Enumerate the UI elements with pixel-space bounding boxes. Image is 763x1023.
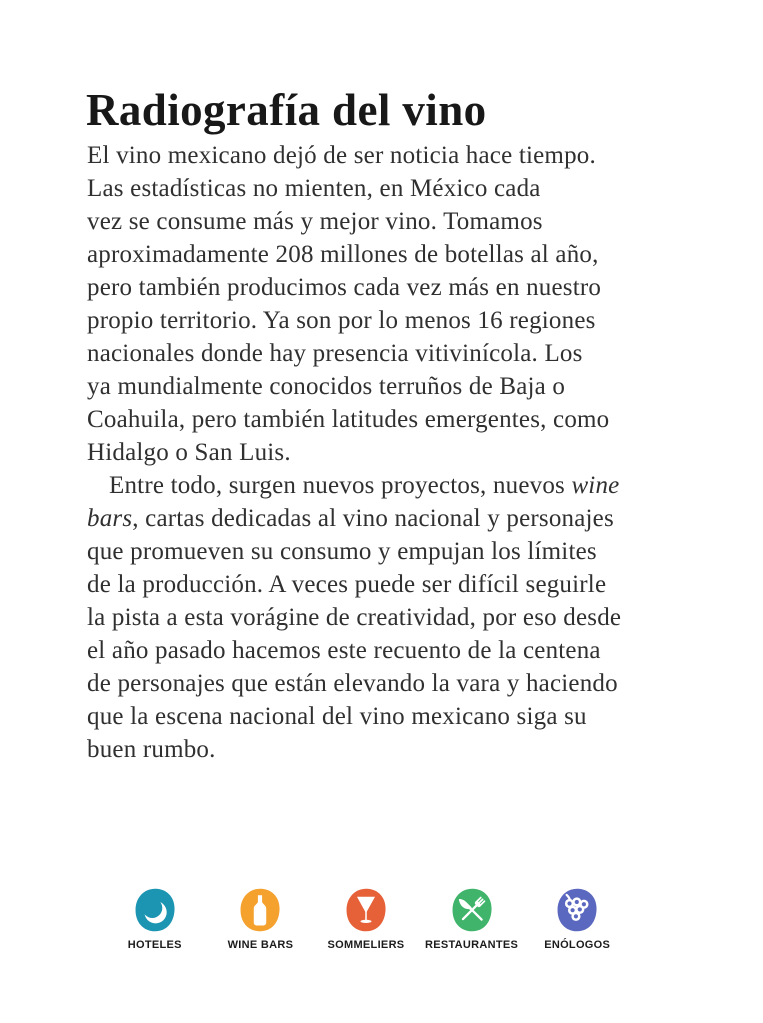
category-icons-row (102, 886, 630, 951)
body-line: pero también producimos cada vez más en nuestro (87, 274, 602, 301)
body-line: bars, cartas dedicadas al vino nacional y personajes (87, 505, 614, 532)
category-en-logos (524, 886, 630, 951)
body-line: el año pasado hacemos este recuento de la centena (87, 637, 601, 664)
body-line: buen rumbo. (87, 736, 216, 763)
category-icon-wrap (449, 886, 495, 934)
wine-bottle-icon (237, 886, 283, 934)
category-restaurantes (419, 886, 525, 951)
category-label: HOTELES (127, 939, 182, 951)
category-icon-wrap (343, 886, 389, 934)
category-icon-wrap (132, 886, 178, 934)
cocktail-glass-icon (343, 886, 389, 934)
body-line: la pista a esta vorágine de creatividad, por eso desde (87, 604, 622, 631)
grapes-icon (554, 886, 600, 934)
body-line: que promueven su consumo y empujan los límites (87, 538, 597, 565)
body-line: nacionales donde hay presencia vitivinícola. Los (87, 340, 583, 367)
body-line: que la escena nacional del vino mexicano siga su (87, 703, 587, 730)
category-label: WINE BARS (227, 939, 294, 951)
body-line: El vino mexicano dejó de ser noticia hace tiempo. (87, 142, 596, 169)
category-sommeliers (313, 886, 419, 951)
category-icon-wrap (554, 886, 600, 934)
body-line: Coahuila, pero también latitudes emergentes, como (87, 406, 610, 433)
body-line: ya mundialmente conocidos terruños de Baja o (87, 373, 566, 400)
body-line: Entre todo, surgen nuevos proyectos, nuevos wine (109, 472, 620, 499)
category-hoteles (102, 886, 208, 951)
category-label: RESTAURANTES (424, 939, 519, 951)
moon-icon (132, 886, 178, 934)
body-line: de la producción. A veces puede ser difícil seguirle (87, 571, 607, 598)
category-wine-bars (208, 886, 314, 951)
category-label: ENÓLOGOS (544, 939, 611, 951)
fork-knife-icon (449, 886, 495, 934)
body-line: propio territorio. Ya son por lo menos 16 regiones (87, 307, 596, 334)
body-line: Hidalgo o San Luis. (87, 439, 291, 466)
body-line: Las estadísticas no mienten, en México cada (87, 175, 541, 202)
category-icon-wrap (237, 886, 283, 934)
article-body (87, 139, 621, 766)
page-title: Radiografía del vino (86, 85, 487, 135)
body-line: de personajes que están elevando la vara y haciendo (87, 670, 618, 697)
body-line: vez se consume más y mejor vino. Tomamos (87, 208, 543, 235)
category-label: SOMMELIERS (327, 939, 405, 951)
body-line: aproximadamente 208 millones de botellas al año, (87, 241, 599, 268)
